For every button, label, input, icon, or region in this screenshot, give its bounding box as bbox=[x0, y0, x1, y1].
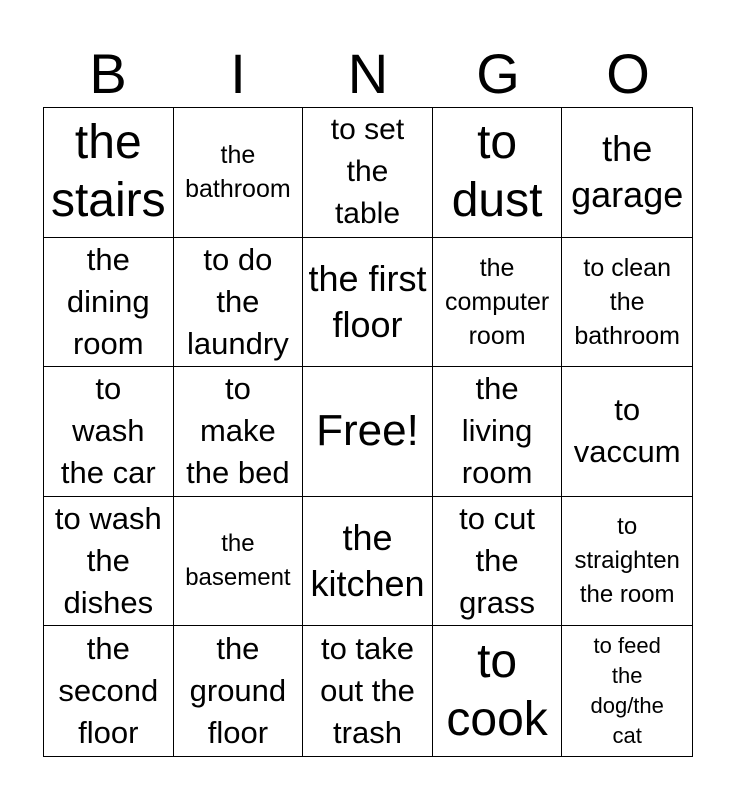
bingo-cell[interactable] bbox=[433, 108, 563, 238]
bingo-cell[interactable] bbox=[562, 626, 692, 756]
bingo-cell[interactable] bbox=[433, 626, 563, 756]
header-letter-i: I bbox=[230, 42, 246, 105]
bingo-card-grid bbox=[43, 107, 693, 757]
bingo-cell-text: to take out the trash bbox=[320, 631, 415, 751]
bingo-cell-text: the dining room bbox=[66, 241, 150, 361]
bingo-cell[interactable] bbox=[44, 108, 174, 238]
bingo-cell[interactable] bbox=[174, 108, 304, 238]
bingo-cell-text: to do the laundry bbox=[187, 241, 289, 361]
bingo-cell-text: to clean the bathroom bbox=[574, 253, 680, 350]
header-letter-g: G bbox=[476, 42, 520, 105]
bingo-cell-text: to wash the car bbox=[60, 371, 156, 491]
bingo-cell[interactable] bbox=[174, 367, 304, 497]
bingo-cell-text: the second floor bbox=[58, 631, 159, 751]
bingo-cell-text: the basement bbox=[185, 530, 291, 592]
bingo-cell-text: to straighten the room bbox=[574, 513, 680, 609]
bingo-cell[interactable] bbox=[174, 238, 304, 368]
bingo-cell[interactable] bbox=[44, 626, 174, 756]
bingo-cell[interactable] bbox=[562, 238, 692, 368]
bingo-cell-text: the ground floor bbox=[189, 631, 287, 751]
bingo-cell-text: to feed the dog/the cat bbox=[590, 633, 664, 749]
bingo-cell[interactable] bbox=[303, 626, 433, 756]
bingo-cell[interactable] bbox=[562, 497, 692, 627]
bingo-cell-text: the computer room bbox=[444, 253, 550, 350]
header-letter-b: B bbox=[89, 42, 127, 105]
bingo-cell-text: the stairs bbox=[50, 116, 166, 228]
bingo-cell-text: the living room bbox=[461, 371, 533, 491]
bingo-cell[interactable] bbox=[44, 497, 174, 627]
bingo-cell[interactable] bbox=[303, 497, 433, 627]
bingo-cell-text: to dust bbox=[451, 116, 543, 228]
bingo-cell-text: the kitchen bbox=[310, 517, 425, 605]
bingo-cell[interactable] bbox=[44, 367, 174, 497]
bingo-cell-text: to vaccum bbox=[573, 392, 681, 470]
bingo-cell[interactable] bbox=[433, 497, 563, 627]
bingo-cell-text: the bathroom bbox=[185, 141, 291, 204]
bingo-cell[interactable] bbox=[174, 626, 304, 756]
bingo-header bbox=[43, 40, 693, 108]
header-letter-n: N bbox=[347, 42, 389, 105]
bingo-cell[interactable] bbox=[433, 367, 563, 497]
free-space-text: Free! bbox=[316, 406, 419, 456]
bingo-cell[interactable] bbox=[562, 108, 692, 238]
bingo-cell[interactable] bbox=[303, 238, 433, 368]
bingo-cell[interactable] bbox=[562, 367, 692, 497]
bingo-cell[interactable] bbox=[433, 238, 563, 368]
bingo-cell-text: to cook bbox=[446, 635, 548, 747]
bingo-cell-text: to cut the grass bbox=[459, 501, 535, 621]
bingo-cell-text: to make the bed bbox=[186, 371, 290, 491]
bingo-cell[interactable] bbox=[44, 238, 174, 368]
bingo-cell-text: the garage bbox=[571, 128, 684, 216]
bingo-cell-text: to set the table bbox=[330, 113, 405, 231]
free-space-cell[interactable] bbox=[303, 367, 433, 497]
bingo-cell[interactable] bbox=[303, 108, 433, 238]
bingo-cell[interactable] bbox=[174, 497, 304, 627]
header-letter-o: O bbox=[606, 42, 650, 105]
bingo-cell-text: to wash the dishes bbox=[54, 501, 162, 621]
bingo-cell-text: the first floor bbox=[308, 257, 427, 345]
